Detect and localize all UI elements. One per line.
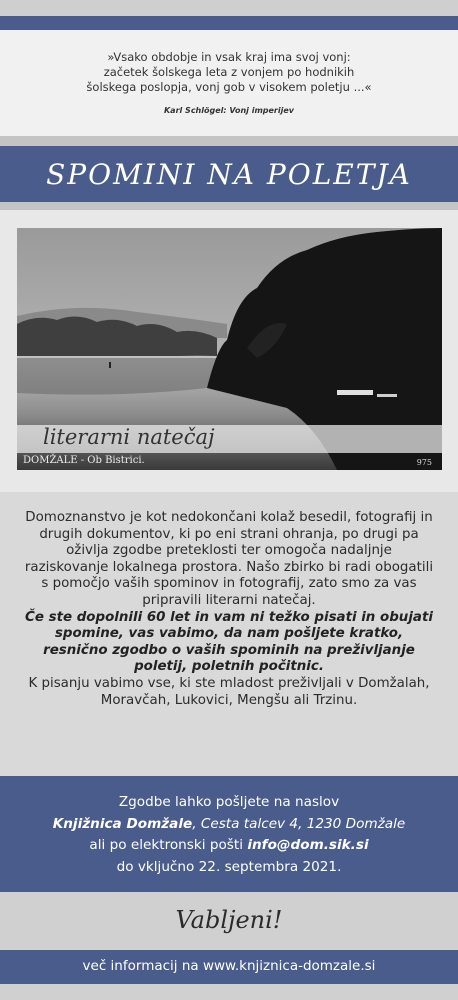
contact-line-3 xyxy=(10,835,448,857)
invite-text: Vabljeni! xyxy=(175,906,283,934)
contact-band xyxy=(0,776,458,892)
photo-banner xyxy=(17,425,442,453)
photo-banner-text: literarni natečaj xyxy=(43,425,215,449)
page-title: SPOMINI NA POLETJA xyxy=(46,158,412,191)
bottom-stripe xyxy=(0,984,458,1000)
divider xyxy=(0,136,458,146)
invite-band xyxy=(0,892,458,950)
quote-author: Karl Schlögel: Vonj imperijev xyxy=(163,106,294,115)
photo-number: 975 xyxy=(416,458,432,467)
body-text xyxy=(24,510,434,709)
top-accent-band xyxy=(0,16,458,30)
quote-box xyxy=(0,30,458,136)
body-intro: Domoznanstvo je kot nedokončani kolaž besedil, fotografij in drugih dokumentov, ki po eni strani ohranja, po drugi pa oživlja zgodbe preteklosti ter omogoča nadaljnje raziskovanje lokalnega prostora. Našo zbirko bi radi obogatili s pomočjo vaših spominov in fotografij, zato smo za vas pripravili literarni natečaj. xyxy=(24,510,434,608)
body-closing: K pisanju vabimo vse, ki ste mladost preživljali v Domžalah, Moravčah, Lukovici, Mengšu ali Trzinu. xyxy=(28,675,430,708)
contact-line-1: Zgodbe lahko pošljete na naslov xyxy=(118,794,340,810)
title-band xyxy=(0,146,458,202)
contact-line-2 xyxy=(10,814,448,836)
divider xyxy=(0,202,458,210)
quote-text: »Vsako obdobje in vsak kraj ima svoj vonj: začetek šolskega leta z vonjem po hodnikih šolskega poslopja, vonj gob v visokem poletju ...« xyxy=(86,50,372,94)
body-emphasis: Če ste dopolnili 60 let in vam ni težko pisati in obujati spomine, vas vabimo, da nam pošljete kratko, resnično zgodbo o vaših spominih na preživljanje poletij, poletnih počitnic. xyxy=(25,609,433,675)
photo-caption: DOMŽALE - Ob Bistrici. xyxy=(23,455,145,466)
deadline-line: do vključno 22. septembra 2021. xyxy=(116,858,342,875)
email-link[interactable]: info@dom.sik.si xyxy=(247,837,369,853)
footer-band xyxy=(0,950,458,984)
body-section xyxy=(0,492,458,776)
footer-link[interactable]: več informacij na www.knjiznica-domzale.si xyxy=(82,958,376,974)
email-prefix: ali po elektronski pošti xyxy=(89,837,248,853)
contact-text xyxy=(10,792,448,878)
library-name: Knjižnica Domžale xyxy=(52,815,193,832)
historical-photo xyxy=(17,228,442,470)
top-stripe xyxy=(0,0,458,16)
library-address: , Cesta talcev 4, 1230 Domžale xyxy=(192,815,406,832)
